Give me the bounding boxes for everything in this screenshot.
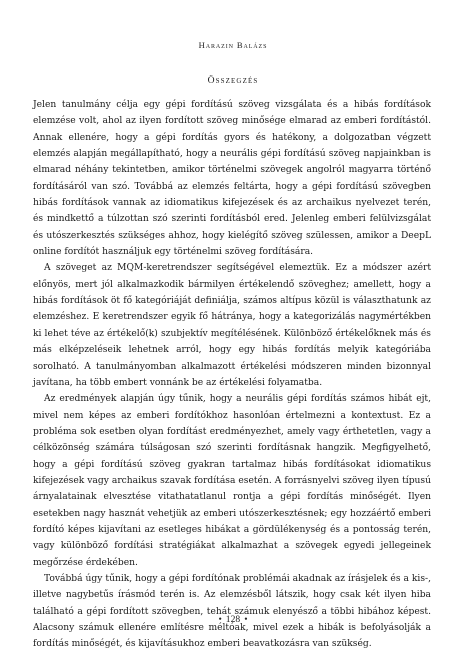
- page-number-footer: [0, 614, 466, 625]
- folio-bullet-right: •: [244, 614, 248, 625]
- page-number: 128: [225, 614, 241, 625]
- folio-bullet-left: •: [218, 614, 222, 625]
- paragraph-3: Az eredmények alapján úgy tűnik, hogy a neurális gépi fordítás számos hibát ejt, mivel nem képes az emberi fordítókhoz hasonlóan értelmezni a kontextust. Ez a probléma sok esetben olyan fordítást eredményezhet, amely vagy érthetetlen, vagy a célközönség számára túlságosan szó szerinti fordításnak hangzik. Megfigyelhető, hogy a gépi fordítású szöveg gyakran tartalmaz hibás fordításokat idiomatikus kifejezések vagy archaikus szavak fordítása esetén. A forrásnyelvi szöveg ilyen típusú árnyalatainak elvesztése vitathatatlanul rontja a gépi fordítás minőségét. Ilyen esetekben nagy hasznát vehetjük az emberi utószerkesztésnek; egy hozzáértő emberi fordító képes kijavítani az esetleges hibákat a gördülékenység és a pontosság terén, vagy különböző fordítási stratégiákat alkalmazhat a szövegek egyedi jellegeinek megőrzése érdekében.: [33, 394, 431, 568]
- section-title: Összegzés: [207, 75, 259, 86]
- running-head: Harazin Balázs: [198, 40, 268, 50]
- paragraph-2: A szöveget az MQM-keretrendszer segítségével elemeztük. Ez a módszer azért előnyös, mert jól alkalmazkodik bármilyen értékelendő szöveghez; amellett, hogy a hibás fordítások öt fő kategóriáját definiálja, számos altípus közül is választhatunk az elemzéshez. E keretrendszer egyik fő hátránya, hogy a kategorizálás nagymértékben ki lehet téve az értékelő(k) szubjektív megítélésének. Különböző értékelőknek más és más elképzeléseik lehetnek arról, hogy egy hibás fordítás melyik kategóriába sorolható. A tanulmányomban alkalmazott értékelési módszeren minden bizonnyal javítana, ha több embert vonnánk be az értékelési folyamatba.: [33, 263, 431, 388]
- paragraph-4: Továbbá úgy tűnik, hogy a gépi fordítónak problémái akadnak az írásjelek és a kis-, illetve nagybetűs írásmód terén is. Az elemzésből látszik, hogy csak két ilyen hiba található a gépi fordított szövegben, tehát számuk elenyésző a többi hibához képest. Alacsony számuk ellenére említésre méltóak, mivel ezek a hibák is befolyásolják a fordítás minőségét, és kijavításukhoz emberi beavatkozásra van szükség.: [33, 573, 431, 650]
- paragraph-1: Jelen tanulmány célja egy gépi fordítású szöveg vizsgálata és a hibás fordítások elemzése volt, ahol az ilyen fordított szöveg minősége elmarad az emberi fordítástól. Annak ellenére, hogy a gépi fordítás gyors és hatékony, a dolgozatban végzett elemzés alapján megállapítható, hogy a neurális gépi fordítású szöveg napjainkban is elmarad néhány tekintetben, amikor történelmi szövegek angolról magyarra történő fordításáról van szó. Továbbá az elemzés feltárta, hogy a gépi fordítású szövegben hibás fordítások vannak az idiomatikus kifejezések és az archaikus nyelvezet terén, és mindkettő a túlzottan szó szerinti fordításból ered. Jelenleg emberi felülvizsgálat és utószerkesztés szükséges ahhoz, hogy kielégítő szöveg szülessen, amikor a DeepL online fordítót használjuk egy történelmi szöveg fordítására.: [33, 100, 431, 258]
- body-text: [33, 97, 431, 653]
